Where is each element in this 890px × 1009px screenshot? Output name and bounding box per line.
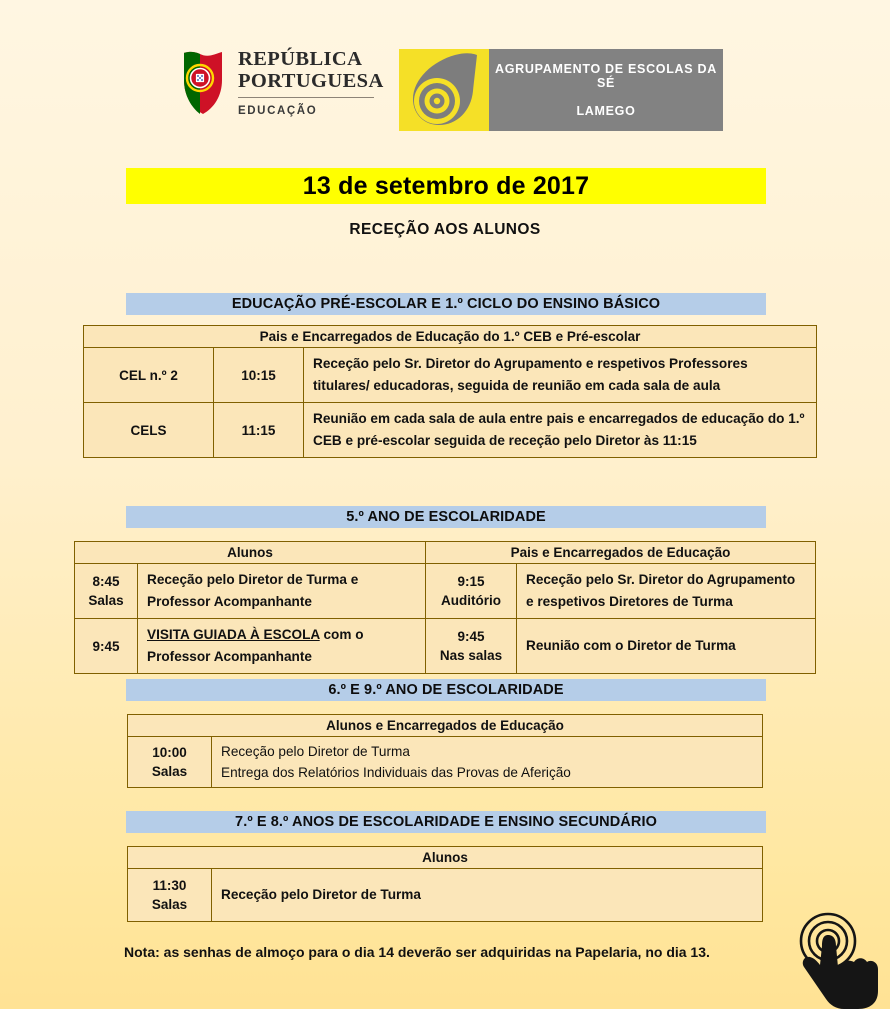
republica-subtitle: EDUCAÇÃO	[238, 105, 318, 117]
cell-description-left	[138, 619, 426, 674]
table-6e9ano	[127, 714, 763, 788]
cell-description-line2: Entrega dos Relatórios Individuais das Provas de Aferição	[221, 765, 571, 780]
cell-place: CEL n.º 2	[84, 348, 214, 403]
table-row	[128, 869, 763, 922]
cell-time-value: 11:30	[152, 878, 187, 893]
cell-place-value: Salas	[151, 764, 188, 779]
cell-time-value: 9:45	[92, 638, 120, 654]
cell-time-right	[426, 619, 517, 674]
section-band-7e8ano-label: 7.º E 8.º ANOS DE ESCOLARIDADE E ENSINO SECUNDÁRIO	[235, 814, 657, 830]
school-emblem-icon	[399, 49, 489, 131]
school-name-line2: LAMEGO	[576, 104, 636, 118]
cell-place: CELS	[84, 403, 214, 458]
cell-description: Reunião em cada sala de aula entre pais e encarregados de educação do 1.º CEB e pré-escolar seguida de receção pelo Diretor às 11:15	[304, 403, 817, 458]
cell-time: 10:15	[214, 348, 304, 403]
date-highlight-band	[126, 168, 766, 204]
republica-line2: PORTUGUESA	[238, 70, 384, 92]
cell-time-value: 10:00	[152, 745, 187, 760]
page-title-date: 13 de setembro de 2017	[302, 171, 590, 200]
logo-divider	[238, 97, 374, 98]
section-band-pre-escolar-label: EDUCAÇÃO PRÉ-ESCOLAR E 1.º CICLO DO ENSINO BÁSICO	[231, 296, 661, 312]
section-band-7e8ano	[126, 811, 766, 833]
cell-description-line1: Receção pelo Diretor de Turma	[221, 744, 410, 759]
logo-row	[0, 46, 890, 138]
table-header-pre-escolar: Pais e Encarregados de Educação do 1.º CEB e Pré-escolar	[84, 326, 817, 348]
republica-portuguesa-wordmark	[238, 48, 384, 117]
republica-line1: REPÚBLICA	[238, 48, 363, 70]
cell-description	[212, 737, 763, 788]
table-7e8ano	[127, 846, 763, 922]
section-band-pre-escolar	[126, 293, 766, 315]
section-band-5ano	[126, 506, 766, 528]
table-header-alunos: Alunos	[75, 542, 426, 564]
page-subtitle: RECEÇÃO AOS ALUNOS	[349, 221, 541, 238]
cell-time	[128, 737, 212, 788]
cell-time-value: 9:15	[457, 574, 485, 589]
cell-description-right: Reunião com o Diretor de Turma	[517, 619, 816, 674]
table-header-pais: Pais e Encarregados de Educação	[426, 542, 816, 564]
table-header-7e8ano: Alunos	[128, 847, 763, 869]
cell-description: Receção pelo Sr. Diretor do Agrupamento e respetivos Professores titulares/ educadoras, seguida de reunião em cada sala de aula	[304, 348, 817, 403]
cell-time-left	[75, 619, 138, 674]
footer-note: Nota: as senhas de almoço para o dia 14 deverão ser adquiridas na Papelaria, no dia 13.	[124, 944, 710, 960]
cell-time	[128, 869, 212, 922]
cell-place-value: Salas	[151, 897, 188, 912]
table-row-header	[128, 847, 763, 869]
table-row-header	[75, 542, 816, 564]
cell-time-left	[75, 564, 138, 619]
visita-guiada-rest: com o Professor Acompanhante	[147, 627, 364, 664]
cell-time-value: 9:45	[457, 629, 485, 644]
cell-description-right: Receção pelo Sr. Diretor do Agrupamento e respetivos Diretores de Turma	[517, 564, 816, 619]
section-band-6e9ano-label: 6.º E 9.º ANO DE ESCOLARIDADE	[328, 682, 564, 698]
table-5ano	[74, 541, 816, 674]
table-header-6e9ano: Alunos e Encarregados de Educação	[128, 715, 763, 737]
school-logo	[399, 49, 723, 131]
table-row-header	[84, 326, 817, 348]
tap-hand-icon	[784, 905, 888, 1009]
table-row-header	[128, 715, 763, 737]
cell-time-value: 8:45	[92, 574, 120, 589]
cell-time-right	[426, 564, 517, 619]
cell-place-value: Auditório	[441, 593, 501, 608]
school-name-line1: AGRUPAMENTO DE ESCOLAS DA SÉ	[495, 62, 717, 90]
table-pre-escolar	[83, 325, 817, 458]
republica-portuguesa-logo	[182, 48, 384, 136]
cell-description: Receção pelo Diretor de Turma	[212, 869, 763, 922]
table-row	[84, 348, 817, 403]
table-row	[75, 619, 816, 674]
cell-place-value: Salas	[88, 593, 124, 608]
cell-description-left: Receção pelo Diretor de Turma e Professor Acompanhante	[138, 564, 426, 619]
table-row	[128, 737, 763, 788]
table-row	[75, 564, 816, 619]
visita-guiada-link: VISITA GUIADA À ESCOLA	[147, 627, 320, 642]
school-name-panel	[489, 49, 723, 131]
cell-time: 11:15	[214, 403, 304, 458]
portugal-shield-icon	[182, 50, 228, 116]
section-band-6e9ano	[126, 679, 766, 701]
section-band-5ano-label: 5.º ANO DE ESCOLARIDADE	[346, 509, 546, 525]
cell-place-value: Nas salas	[439, 648, 503, 663]
table-row	[84, 403, 817, 458]
